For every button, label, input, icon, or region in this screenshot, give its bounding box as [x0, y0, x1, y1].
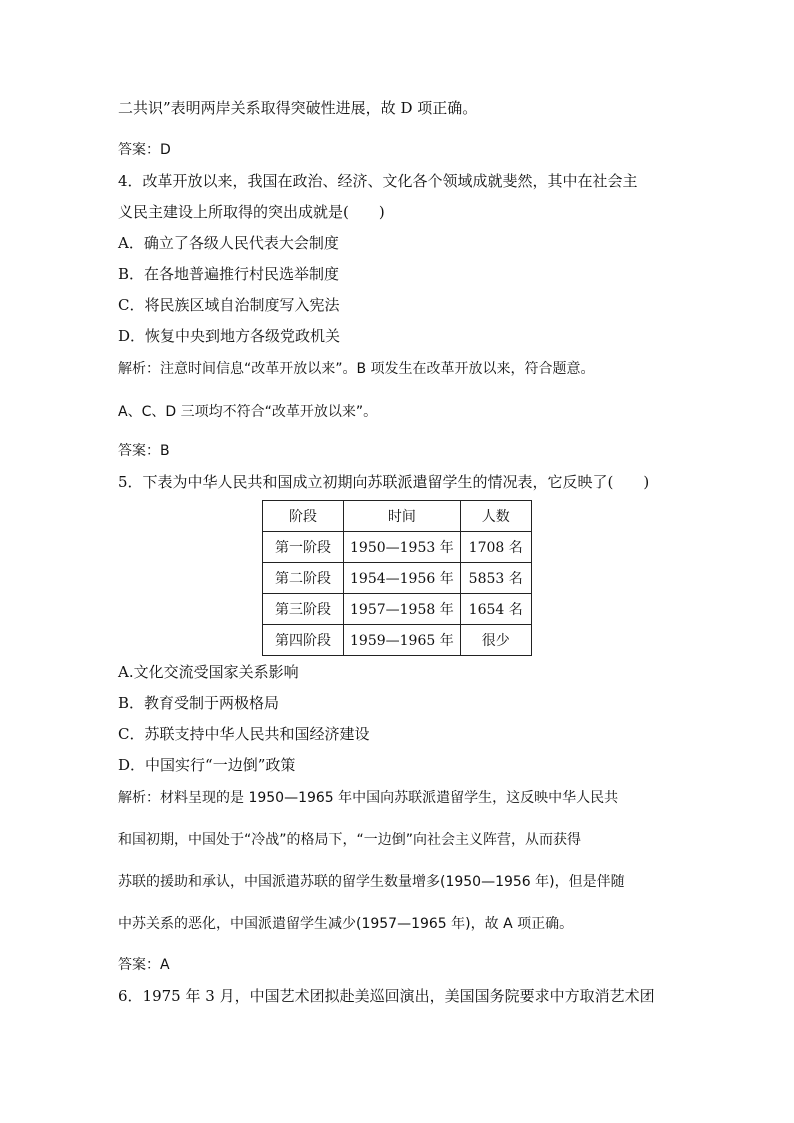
table-cell: 第四阶段 [263, 625, 344, 656]
question-4-stem-1: 4．改革开放以来，我国在政治、经济、文化各个领域成就斐然，其中在社会主 [118, 172, 638, 190]
analysis-q4-2: A、C、D 三项均不符合“改革开放以来”。 [118, 404, 378, 420]
table-cell: 1708 名 [460, 532, 531, 563]
answer-q5: 答案：A [118, 957, 170, 973]
analysis-q4-1: 解析：注意时间信息“改革开放以来”。B 项发生在改革开放以来，符合题意。 [118, 361, 595, 377]
question-4-option-c: C．将民族区域自治制度写入宪法 [118, 296, 340, 314]
analysis-q5-3: 苏联的援助和承认，中国派遣苏联的留学生数量增多(1950—1956 年)，但是伴随 [118, 874, 625, 890]
question-5-option-c: C．苏联支持中华人民共和国经济建设 [118, 725, 370, 743]
analysis-q5-1: 解析：材料呈现的是 1950—1965 年中国向苏联派遣留学生，这反映中华人民共 [118, 790, 619, 806]
table-cell: 很少 [460, 625, 531, 656]
question-5-option-b: B．教育受制于两极格局 [118, 694, 280, 712]
analysis-q5-2: 和国初期，中国处于“冷战”的格局下，“一边倒”向社会主义阵营，从而获得 [118, 832, 582, 848]
study-abroad-table [262, 500, 532, 656]
question-5-option-a: A.文化交流受国家关系影响 [118, 663, 299, 681]
answer-q3: 答案：D [118, 142, 171, 158]
table-cell: 第二阶段 [263, 563, 344, 594]
table-row [263, 594, 532, 625]
question-5-option-d: D．中国实行“一边倒”政策 [118, 756, 296, 774]
question-4-option-b: B．在各地普遍推行村民选举制度 [118, 265, 340, 283]
table-cell: 第三阶段 [263, 594, 344, 625]
analysis-q5-4: 中苏关系的恶化，中国派遣留学生减少(1957—1965 年)，故 A 项正确。 [118, 916, 574, 932]
table-row [263, 625, 532, 656]
table-cell: 5853 名 [460, 563, 531, 594]
table-cell: 1957—1958 年 [344, 594, 461, 625]
table-header-cell: 阶段 [263, 501, 344, 532]
question-4-option-a: A．确立了各级人民代表大会制度 [118, 234, 339, 252]
analysis-continuation: 二共识”表明两岸关系取得突破性进展，故 D 项正确。 [118, 99, 478, 117]
question-5-stem: 5．下表为中华人民共和国成立初期向苏联派遣留学生的情况表，它反映了( ) [118, 473, 650, 491]
table-cell: 1959—1965 年 [344, 625, 461, 656]
question-6-stem: 6．1975 年 3 月，中国艺术团拟赴美巡回演出，美国国务院要求中方取消艺术团 [118, 987, 655, 1005]
table-header-row [263, 501, 532, 532]
table-cell: 1954—1956 年 [344, 563, 461, 594]
question-4-option-d: D．恢复中央到地方各级党政机关 [118, 327, 341, 345]
answer-q4: 答案：B [118, 443, 170, 459]
table-header-cell: 人数 [460, 501, 531, 532]
table-header-cell: 时间 [344, 501, 461, 532]
table-cell: 第一阶段 [263, 532, 344, 563]
table-cell: 1654 名 [460, 594, 531, 625]
table-row [263, 532, 532, 563]
table-row [263, 563, 532, 594]
table-cell: 1950—1953 年 [344, 532, 461, 563]
question-4-stem-2: 义民主建设上所取得的突出成就是( ) [118, 203, 385, 221]
